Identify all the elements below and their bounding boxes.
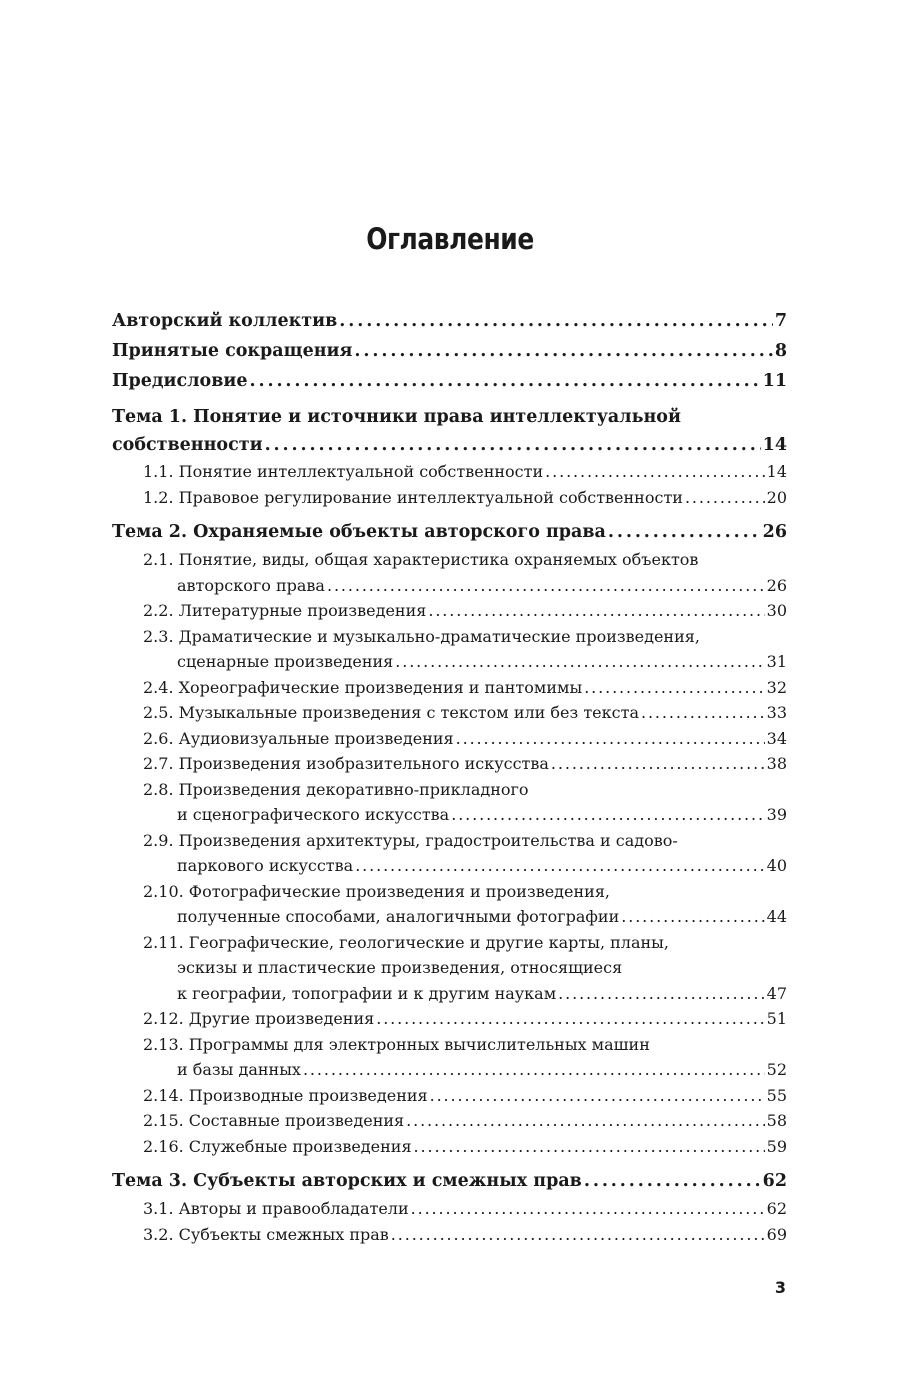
toc-subentry-2-2[interactable] xyxy=(143,598,787,624)
toc-entry-label: 2.4. Хореографические произведения и пантомимы xyxy=(143,677,583,697)
toc-page-number: 44 xyxy=(766,907,787,926)
toc-entry-label: 2.2. Литературные произведения xyxy=(143,601,427,620)
toc-subentry-2-3[interactable] xyxy=(143,624,787,675)
toc-subentry-2-1[interactable] xyxy=(143,547,787,598)
toc-entry-label-cont: эскизы и пластические произведения, относящиеся xyxy=(177,958,623,977)
toc-entry-label: 1.2. Правовое регулирование интеллектуальной собственности xyxy=(143,487,683,507)
leader-dots xyxy=(303,1057,765,1083)
toc-page-number: 14 xyxy=(762,435,787,455)
toc-entry-label: 2.6. Аудиовизуальные произведения xyxy=(143,728,454,748)
toc-entry-label-cont: полученные способами, аналогичными фотографии xyxy=(177,907,620,926)
leader-dots xyxy=(391,1222,765,1248)
toc-page-number: 55 xyxy=(766,1085,787,1105)
toc-entry-label: 2.9. Произведения архитектуры, градостроительства и садово- xyxy=(143,830,678,850)
toc-entry-abbreviations[interactable] xyxy=(112,336,787,366)
toc-entry-label: 2.16. Служебные произведения xyxy=(143,1136,412,1156)
toc-subentry-2-12[interactable] xyxy=(143,1006,787,1032)
toc-page-number: 34 xyxy=(766,728,787,748)
toc-entry-label: 2.13. Программы для электронных вычислительных машин xyxy=(143,1034,650,1054)
toc-page-number: 52 xyxy=(766,1060,787,1079)
toc-page-number: 31 xyxy=(766,652,787,671)
toc-entry-label-cont: сценарные произведения xyxy=(177,652,394,671)
toc-entry-label: Тема 2. Охраняемые объекты авторского права xyxy=(112,522,606,542)
toc-subentry-2-13[interactable] xyxy=(143,1032,787,1083)
toc-entry-label-cont: и сценографического искусства xyxy=(177,805,450,824)
toc-subentry-2-10[interactable] xyxy=(143,879,787,930)
toc-subentry-2-4[interactable] xyxy=(143,675,787,701)
leader-dots xyxy=(558,981,764,1007)
toc-entry-label: 2.8. Произведения декоративно-прикладного xyxy=(143,779,529,799)
toc-page-number: 30 xyxy=(766,601,787,620)
toc-entry-label: Предисловие xyxy=(112,371,248,391)
leader-dots xyxy=(451,802,764,828)
toc-page-number: 62 xyxy=(766,1199,787,1218)
leader-dots xyxy=(355,853,764,879)
toc-entry-label: 2.5. Музыкальные произведения с текстом или без текста xyxy=(143,703,639,722)
toc-entry-label: 2.14. Производные произведения xyxy=(143,1085,428,1105)
toc-page-number: 47 xyxy=(766,983,787,1003)
toc-entry-topic-2[interactable] xyxy=(112,517,787,547)
toc-entry-preface[interactable] xyxy=(112,366,787,396)
toc-entry-label: 2.1. Понятие, виды, общая характеристика охраняемых объектов xyxy=(143,550,699,569)
toc-page-number: 33 xyxy=(766,703,787,722)
toc-entry-label-cont: и базы данных xyxy=(177,1060,301,1079)
toc-page-number: 39 xyxy=(766,805,787,824)
toc-subentry-2-11[interactable] xyxy=(143,930,787,1007)
leader-dots xyxy=(354,336,772,366)
toc-entry-label: 2.7. Произведения изобразительного искусства xyxy=(143,754,549,773)
toc-subentry-2-16[interactable] xyxy=(143,1134,787,1160)
toc-entry-authors[interactable] xyxy=(112,306,787,336)
leader-dots xyxy=(456,726,765,752)
toc-entry-label: 2.15. Составные произведения xyxy=(143,1111,405,1130)
toc-subentry-2-8[interactable] xyxy=(143,777,787,828)
toc-subentry-2-6[interactable] xyxy=(143,726,787,752)
toc-entry-topic-1[interactable] xyxy=(112,403,787,459)
leader-dots xyxy=(395,649,764,675)
toc-subentry-2-15[interactable] xyxy=(143,1108,787,1134)
leader-dots xyxy=(414,1134,765,1160)
toc-subentry-2-9[interactable] xyxy=(143,828,787,879)
leader-dots xyxy=(685,485,765,511)
toc-page-number: 7 xyxy=(774,311,787,331)
toc-page-number: 59 xyxy=(766,1136,787,1156)
toc-page-number: 26 xyxy=(766,575,787,595)
toc-page-number: 32 xyxy=(766,677,787,697)
leader-dots xyxy=(406,1108,765,1134)
toc-entry-label: Тема 1. Понятие и источники права интеллектуальной xyxy=(112,407,681,427)
leader-dots xyxy=(641,700,765,726)
toc-entry-label-cont: собственности xyxy=(112,435,263,455)
toc-page-number: 58 xyxy=(766,1111,787,1130)
leader-dots xyxy=(376,1006,764,1032)
leader-dots xyxy=(545,459,764,485)
leader-dots xyxy=(327,573,765,599)
toc-page-number: 62 xyxy=(762,1171,787,1191)
leader-dots xyxy=(430,1083,765,1109)
leader-dots xyxy=(249,366,760,396)
toc-page-number: 8 xyxy=(774,341,787,361)
toc-entry-label: 2.11. Географические, геологические и другие карты, планы, xyxy=(143,932,669,952)
leader-dots xyxy=(265,431,761,459)
toc-subentry-2-7[interactable] xyxy=(143,751,787,777)
toc-entry-label-cont: авторского права xyxy=(177,575,325,595)
toc-entry-label: 1.1. Понятие интеллектуальной собственности xyxy=(143,462,544,481)
toc-subentry-3-1[interactable] xyxy=(143,1196,787,1222)
toc-page-number: 26 xyxy=(762,522,787,542)
leader-dots xyxy=(339,306,773,336)
page-title: Оглавление xyxy=(366,222,534,256)
toc-page-number: 14 xyxy=(766,462,787,481)
toc-entry-label: 2.12. Другие произведения xyxy=(143,1009,375,1028)
leader-dots xyxy=(551,751,765,777)
page-number: 3 xyxy=(774,1278,786,1297)
toc-entry-label-cont: паркового искусства xyxy=(177,856,354,875)
toc-entry-label: Тема 3. Субъекты авторских и смежных прав xyxy=(112,1171,582,1191)
toc-entry-topic-3[interactable] xyxy=(112,1166,787,1196)
toc-entry-label: 2.3. Драматические и музыкально-драматические произведения, xyxy=(143,626,700,646)
toc-subentry-2-14[interactable] xyxy=(143,1083,787,1109)
toc-page-number: 51 xyxy=(766,1009,787,1028)
leader-dots xyxy=(428,598,764,624)
toc-entry-label: Принятые сокращения xyxy=(112,341,353,361)
toc-entry-label: 3.2. Субъекты смежных прав xyxy=(143,1224,389,1244)
leader-dots xyxy=(411,1196,765,1222)
toc-subentry-1-2[interactable] xyxy=(143,485,787,511)
toc-page-number: 20 xyxy=(766,487,787,507)
toc-subentry-3-2[interactable] xyxy=(143,1222,787,1248)
leader-dots xyxy=(608,517,761,547)
toc-entry-label: 2.10. Фотографические произведения и произведения, xyxy=(143,881,610,901)
table-of-contents xyxy=(112,306,787,1247)
toc-page-number: 11 xyxy=(762,371,787,391)
leader-dots xyxy=(584,675,764,701)
toc-entry-label: Авторский коллектив xyxy=(112,311,338,331)
toc-page-number: 40 xyxy=(766,856,787,875)
toc-page-number: 69 xyxy=(766,1224,787,1244)
toc-entry-label-cont: к географии, топографии и к другим наукам xyxy=(177,983,557,1003)
toc-subentry-2-5[interactable] xyxy=(143,700,787,726)
toc-page-number: 38 xyxy=(766,754,787,773)
leader-dots xyxy=(621,904,764,930)
toc-entry-label: 3.1. Авторы и правообладатели xyxy=(143,1199,409,1218)
toc-subentry-1-1[interactable] xyxy=(143,459,787,485)
leader-dots xyxy=(584,1166,761,1196)
